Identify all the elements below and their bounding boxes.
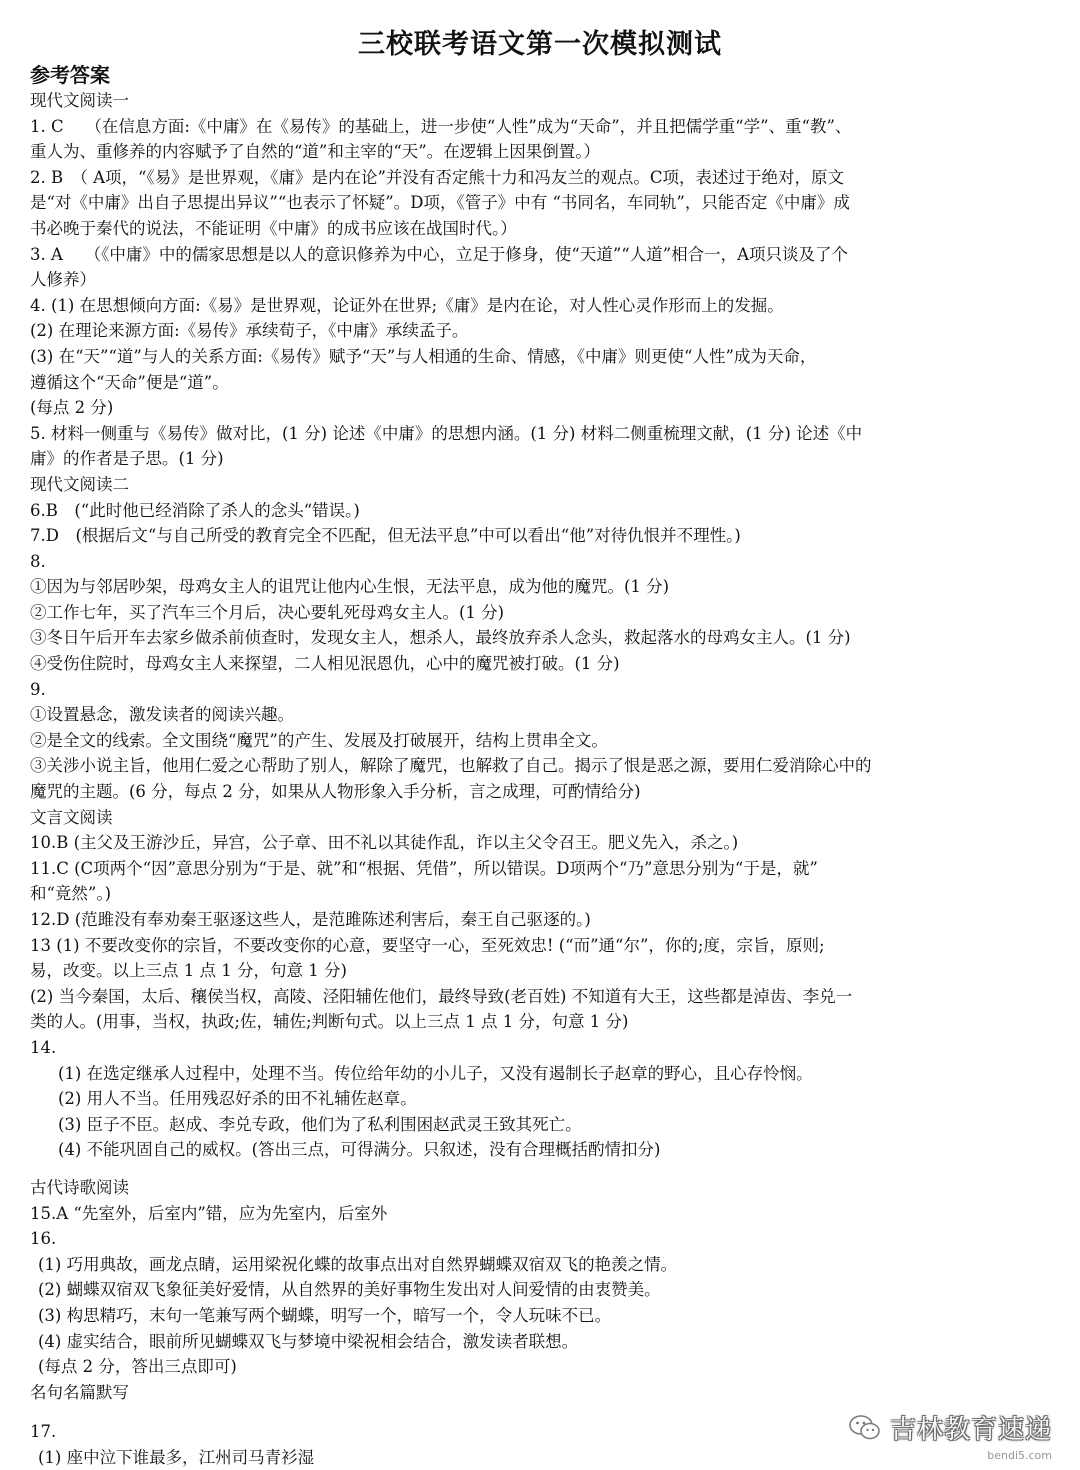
text-line: 5. 材料一侧重与《易传》做对比，(1 分) 论述《中庸》的思想内涵。(1 分) 材料二侧重梳理文献，(1 分) 论述《中 [30, 423, 863, 443]
text-line: (2) 用人不当。任用残忍好杀的田不礼辅佐赵章。 [58, 1089, 417, 1109]
text-line: 3. A （《中庸》中的儒家思想是以人的意识修养为中心，立足于修身，使“天道”“人道”相合一，A项只谈及了个 [30, 244, 849, 264]
text-line: 是“对《中庸》出自子思提出异议”“也表示了怀疑”。D项，《管子》中有 “书同名，车同轨”，只能否定《中庸》成 [30, 193, 850, 213]
text-line: (3) 臣子不臣。赵成、李兑专政，他们为了私利围困赵武灵王致其死亡。 [58, 1114, 582, 1134]
text-line: (1) 座中泣下谁最多，江州司马青衫湿 [38, 1447, 315, 1467]
text-line: ①设置悬念，激发读者的阅读兴趣。 [30, 705, 294, 725]
text-line: ①因为与邻居吵架，母鸡女主人的诅咒让他内心生恨，无法平息，成为他的魔咒。(1 分) [30, 577, 670, 597]
text-line: 15.A “先室外，后室内”错，应为先室内，后室外 [30, 1203, 388, 1223]
text-line: 人修养） [30, 270, 96, 290]
text-line: 2. B （ A项，“《易》是世界观，《庸》是内在论”并没有否定熊十力和冯友兰的观点。C项，表述过于绝对，原文 [30, 167, 845, 187]
text-line: ③关涉小说主旨，他用仁爱之心帮助了别人，解除了魔咒，也解救了自己。揭示了恨是恶之源，要用仁爱消除心中的 [30, 756, 872, 776]
text-line: 遵循这个“天命”便是“道”。 [30, 372, 229, 392]
text-line: 9. [30, 679, 46, 699]
text-line: 6.B (“此时他已经消除了杀人的念头“错误。) [30, 500, 360, 520]
text-line: ②工作七年，买了汽车三个月后，决心要轧死母鸡女主人。(1 分) [30, 602, 505, 622]
text-line: 4. (1) 在思想倾向方面:《易》是世界观，论证外在世界;《庸》是内在论，对人性心灵作形而上的发掘。 [30, 295, 784, 315]
text-line: (4) 不能巩固自己的威权。(答出三点，可得满分。只叙述，没有合理概括酌情扣分) [58, 1140, 661, 1160]
text-line: ②是全文的线索。全文围绕“魔咒”的产生、发展及打破展开，结构上贯串全文。 [30, 730, 608, 750]
text-line: 11.C (C项两个“因”意思分别为“于是、就”和“根据、凭借”，所以错误。D项两个“乃”意思分别为“于是，就” [30, 858, 818, 878]
wechat-icon [848, 1411, 882, 1445]
text-line: 12.D (范雎没有奉劝秦王驱逐这些人，是范雎陈述利害后，秦王自己驱逐的。) [30, 910, 591, 929]
text-line: 魔咒的主题。(6 分，每点 2 分，如果从人物形象入手分析，言之成理，可酌情给分) [30, 782, 641, 802]
text-line: 庸》的作者是子思。(1 分) [30, 449, 224, 469]
text-line: 14. [30, 1037, 57, 1057]
text-line: 10.B (主父及王游沙丘，异宫，公子章、田不礼以其徒作乱，诈以主父令召王。肥义先入，杀之。) [30, 833, 739, 853]
text-line: (2) 在理论来源方面:《易传》承续荀子，《中庸》承续孟子。 [30, 321, 469, 341]
text-line: (2) 蝴蝶双宿双飞象征美好爱情，从自然界的美好事物生发出对人间爱情的由衷赞美。 [38, 1280, 661, 1300]
watermark [848, 1409, 1052, 1462]
text-line: 书必晚于秦代的说法，不能证明《中庸》的成书应该在战国时代。） [30, 218, 517, 238]
text-line: 17. [30, 1422, 57, 1442]
answer-key-heading: 参考答案 [30, 63, 110, 87]
section-heading: 文言文阅读 [30, 807, 113, 827]
text-line: 1. C （在信息方面:《中庸》在《易传》的基础上，进一步使“人性”成为“天命”，并且把儒学重“学”、重“教”、 [30, 116, 852, 136]
text-line: (每点 2 分，答出三点即可) [38, 1357, 237, 1377]
text-line: 7.D (根据后文“与自己所受的教育完全不匹配，但无法平息”中可以看出“他”对待仇恨并不理性。) [30, 526, 741, 546]
text-line: 重人为、重修养的内容赋予了自然的“道”和主宰的“天”。在逻辑上因果倒置。） [30, 142, 600, 162]
text-line: (1) 在选定继承人过程中，处理不当。传位给年幼的小儿子，又没有遏制长子赵章的野心，且心存怜悯。 [58, 1063, 813, 1083]
section-heading: 现代文阅读一 [30, 91, 129, 110]
text-line: 16. [30, 1229, 57, 1249]
answer-content [30, 88, 1052, 1470]
text-line: 13 (1) 不要改变你的宗旨，不要改变你的心意，要坚守一心，至死效忠! (“而”通“尔”，你的;度，宗旨，原则; [30, 935, 825, 955]
text-line: (3) 构思精巧，末句一笔兼写两个蝴蝶，明写一个，暗写一个，令人玩味不已。 [38, 1305, 612, 1325]
section-heading: 古代诗歌阅读 [30, 1177, 129, 1197]
text-line: (1) 巧用典故，画龙点睛，运用梁祝化蝶的故事点出对自然界蝴蝶双宿双飞的艳羡之情。 [38, 1254, 678, 1274]
watermark-text: 吉林教育速递 [889, 1415, 1052, 1445]
section-heading: 现代文阅读二 [30, 474, 129, 494]
watermark-url: bendi5.com [987, 1449, 1052, 1462]
text-line: (3) 在“天”“道”与人的关系方面:《易传》赋予“天”与人相通的生命、情感，《中庸》则更使“人性”成为天命， [30, 346, 817, 366]
section-heading: 名句名篇默写 [30, 1382, 129, 1402]
text-line: ③冬日午后开车去家乡做杀前侦查时，发现女主人，想杀人，最终放弃杀人念头，救起落水的母鸡女主人。(1 分) [30, 628, 851, 648]
text-line: ④受伤住院时，母鸡女主人来探望，二人相见泯恩仇，心中的魔咒被打破。(1 分) [30, 654, 620, 674]
text-line: 易，改变。以上三点 1 点 1 分，句意 1 分) [30, 961, 347, 981]
text-line: (每点 2 分) [30, 398, 114, 418]
text-line: (4) 虚实结合，眼前所见蝴蝶双飞与梦境中梁祝相会结合，激发读者联想。 [38, 1331, 579, 1351]
text-line: 类的人。(用事，当权，执政;佐，辅佐;判断句式。以上三点 1 点 1 分，句意 1 分) [30, 1012, 629, 1032]
text-line: 8. [30, 551, 46, 571]
text-line: (2) 当今秦国，太后、穰侯当权，高陵、泾阳辅佐他们，最终导致(老百姓) 不知道有大王，这些都是淖齿、李兑一 [30, 986, 853, 1006]
page-title: 三校联考语文第一次模拟测试 [358, 29, 722, 60]
text-line: 和“竟然”。) [30, 884, 112, 904]
